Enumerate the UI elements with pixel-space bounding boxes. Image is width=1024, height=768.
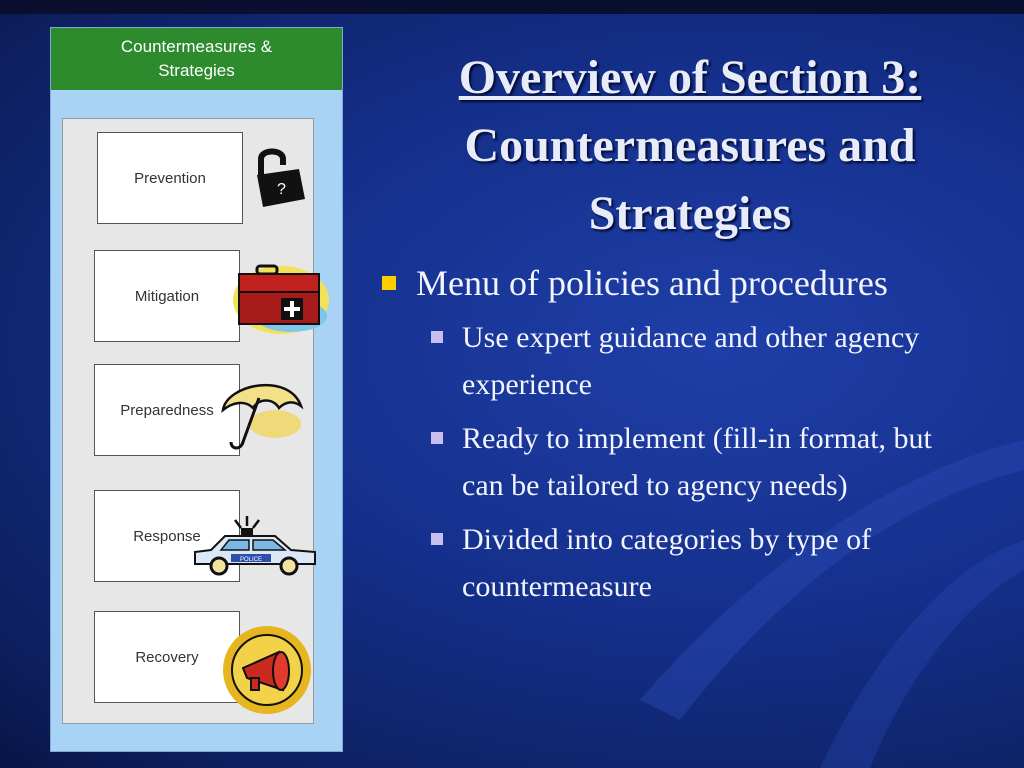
sub-bullet (378, 516, 978, 610)
stage-recovery (94, 611, 240, 703)
bullet-list (378, 256, 978, 617)
countermeasures-panel (50, 27, 343, 752)
sub-bullet-text: Ready to implement (fill-in format, but can be tailored to agency needs) (462, 422, 932, 502)
sub-bullet-text: Divided into categories by type of countermeasure (462, 523, 872, 603)
slide-title (390, 44, 990, 248)
bullet-main-text: Menu of policies and procedures (416, 263, 888, 303)
panel-header (51, 28, 342, 90)
stage-label: Response (133, 527, 201, 545)
panel-header-text: Countermeasures & Strategies (120, 37, 273, 80)
police-car-icon (191, 514, 319, 576)
umbrella-icon (219, 376, 307, 462)
top-band (0, 0, 1024, 14)
stage-label: Preparedness (120, 401, 214, 419)
sub-bullet (378, 314, 978, 408)
toolbox-icon (231, 260, 331, 336)
stage-label: Mitigation (134, 287, 200, 305)
megaphone-icon (221, 624, 313, 716)
padlock-icon (247, 145, 311, 209)
sub-bullet (378, 415, 978, 509)
stage-prevention (97, 132, 243, 224)
stage-mitigation (94, 250, 240, 342)
svg-text:?: ? (277, 181, 286, 198)
title-line-2: Countermeasures and Strategies (464, 119, 916, 240)
title-line-1: Overview of Section 3: (458, 51, 922, 104)
bullet-main (378, 256, 978, 310)
sub-bullet-list (378, 314, 978, 610)
stage-label: Recovery (135, 648, 199, 666)
sub-bullet-text: Use expert guidance and other agency experience (462, 321, 920, 401)
police-label: POLICE (239, 557, 263, 563)
stage-label: Prevention (134, 169, 206, 187)
